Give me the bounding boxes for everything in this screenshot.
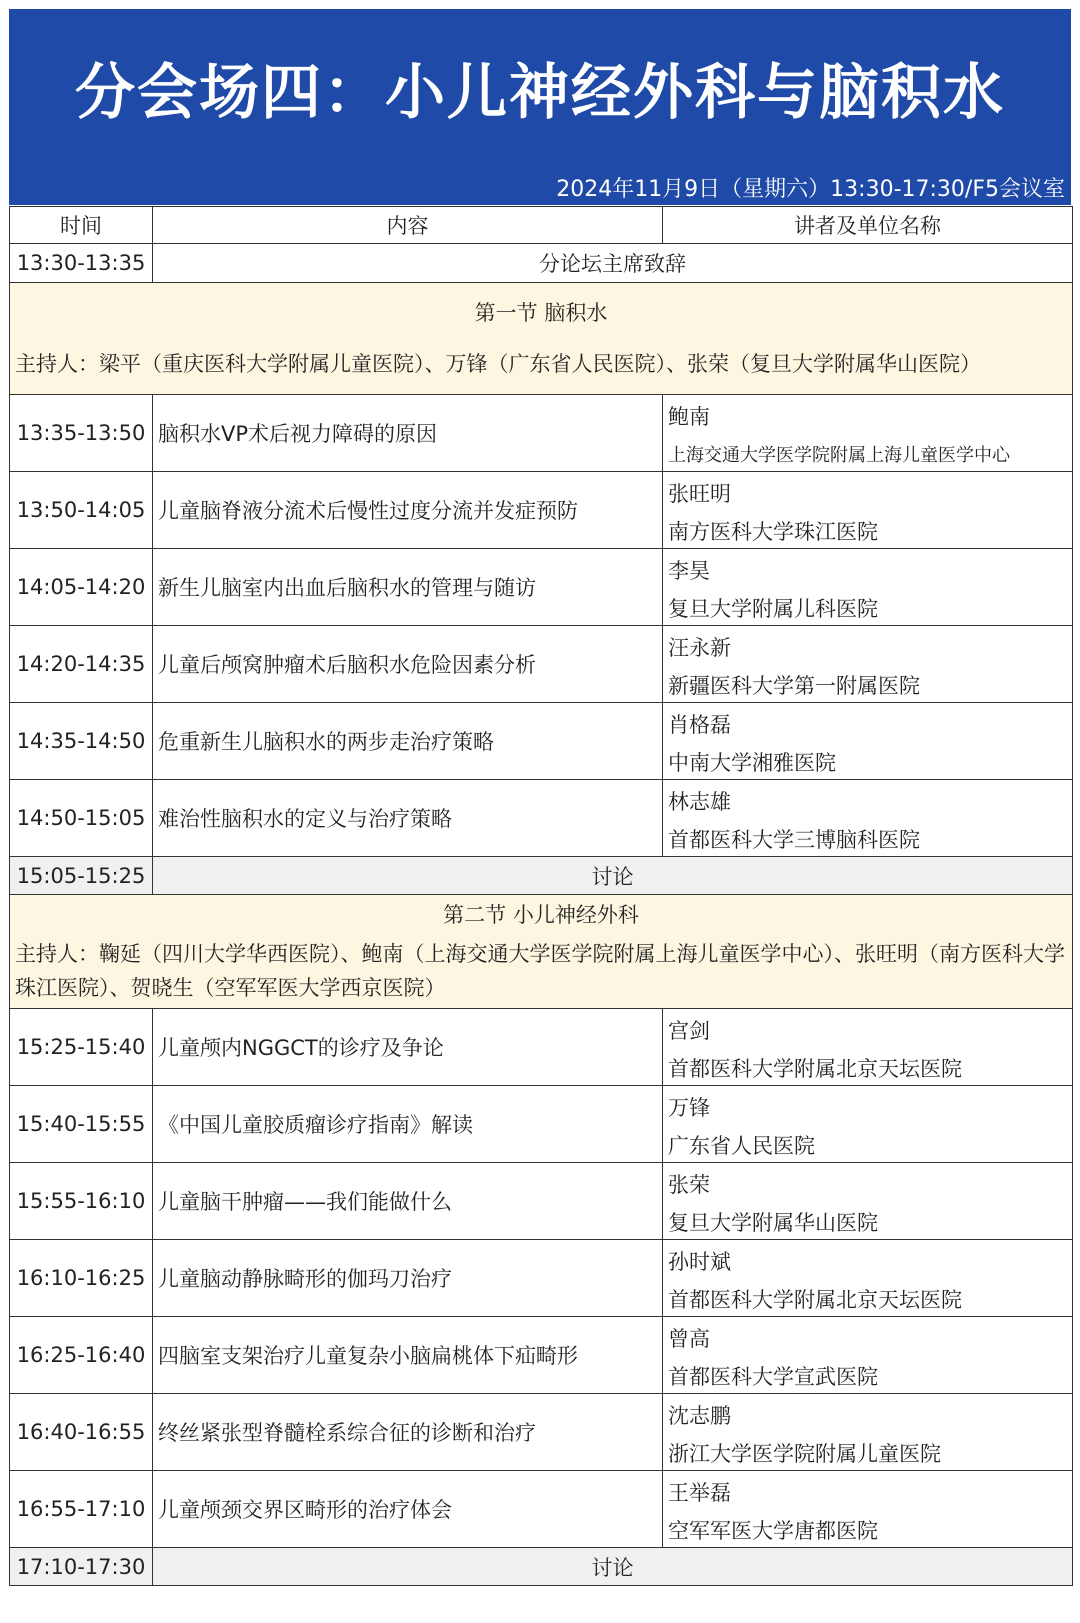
event-date-location: 2024年11月9日（星期六）13:30-17:30/F5会议室 (556, 177, 1065, 202)
talk-time: 15:55-16:10 (10, 1163, 153, 1240)
speaker-institution: 首都医科大学附属北京天坛医院 (668, 1288, 962, 1312)
speaker-cell (663, 549, 1072, 625)
speaker-institution: 广东省人民医院 (668, 1134, 815, 1158)
table-row (10, 1163, 1073, 1240)
section-1-header (10, 283, 1073, 395)
talk-topic: 儿童颅颈交界区畸形的治疗体会 (153, 1471, 663, 1548)
table-row (10, 1394, 1073, 1471)
opening-content: 分论坛主席致辞 (153, 244, 1073, 283)
talk-time: 13:50-14:05 (10, 472, 153, 549)
speaker-name: 李昊 (668, 559, 710, 583)
speaker-institution: 上海交通大学医学院附属上海儿童医学中心 (668, 445, 1010, 466)
speaker-name: 曾高 (668, 1327, 710, 1351)
column-header-content: 内容 (153, 207, 663, 244)
table-row (10, 626, 1073, 703)
speaker-institution: 空军军医大学唐都医院 (668, 1519, 878, 1543)
talk-topic: 脑积水VP术后视力障碍的原因 (153, 395, 663, 472)
speaker-institution: 新疆医科大学第一附属医院 (668, 674, 920, 698)
talk-time: 16:25-16:40 (10, 1317, 153, 1394)
discussion-label: 讨论 (153, 1548, 1073, 1586)
speaker-institution: 南方医科大学珠江医院 (668, 520, 878, 544)
speaker-cell (663, 1163, 1072, 1239)
speaker-name: 王举磊 (668, 1481, 731, 1505)
section-1-title: 第一节 脑积水 (474, 300, 608, 325)
speaker-cell (663, 395, 1072, 471)
speaker-institution: 首都医科大学宣武医院 (668, 1365, 878, 1389)
talk-time: 16:55-17:10 (10, 1471, 153, 1548)
speaker-cell (663, 1394, 1072, 1470)
speaker-cell (663, 472, 1072, 548)
section-2-header (10, 895, 1073, 1009)
table-row (10, 472, 1073, 549)
talk-time: 13:35-13:50 (10, 395, 153, 472)
talk-time: 14:50-15:05 (10, 780, 153, 857)
speaker-cell (663, 1009, 1072, 1085)
speaker-cell (663, 626, 1072, 702)
talk-topic: 终丝紧张型脊髓栓系综合征的诊断和治疗 (153, 1394, 663, 1471)
talk-topic: 四脑室支架治疗儿童复杂小脑扁桃体下疝畸形 (153, 1317, 663, 1394)
speaker-name: 鲍南 (668, 405, 710, 429)
talk-time: 14:35-14:50 (10, 703, 153, 780)
speaker-name: 肖格磊 (668, 713, 731, 737)
talk-topic: 难治性脑积水的定义与治疗策略 (153, 780, 663, 857)
speaker-name: 沈志鹏 (668, 1404, 731, 1428)
table-row (10, 1086, 1073, 1163)
speaker-cell (663, 703, 1072, 779)
speaker-cell (663, 1317, 1072, 1393)
speaker-institution: 中南大学湘雅医院 (668, 751, 836, 775)
speaker-institution: 浙江大学医学院附属儿童医院 (668, 1442, 941, 1466)
talk-topic: 儿童脑脊液分流术后慢性过度分流并发症预防 (153, 472, 663, 549)
table-row (10, 1240, 1073, 1317)
section-1-host: 主持人：梁平（重庆医科大学附属儿童医院）、万锋（广东省人民医院）、张荣（复旦大学附属华山医院） (15, 351, 981, 376)
talk-time: 14:20-14:35 (10, 626, 153, 703)
table-row (10, 395, 1073, 472)
talk-topic: 儿童颅内NGGCT的诊疗及争论 (153, 1009, 663, 1086)
speaker-name: 万锋 (668, 1096, 710, 1120)
section-2-discussion-row (10, 1548, 1073, 1586)
speaker-cell (663, 1086, 1072, 1162)
speaker-institution: 复旦大学附属儿科医院 (668, 597, 878, 621)
speaker-cell (663, 780, 1072, 856)
schedule-table (9, 206, 1073, 1586)
section-2-title: 第二节 小儿神经外科 (443, 902, 639, 927)
talk-time: 14:05-14:20 (10, 549, 153, 626)
table-row (10, 703, 1073, 780)
table-row (10, 549, 1073, 626)
section-2-host: 主持人：鞠延（四川大学华西医院）、鲍南（上海交通大学医学院附属上海儿童医学中心）、张旺明（南方医科大学珠江医院）、贺晓生（空军军医大学西京医院） (15, 941, 1065, 1000)
column-header-time: 时间 (10, 207, 153, 244)
talk-time: 16:10-16:25 (10, 1240, 153, 1317)
discussion-label: 讨论 (153, 857, 1073, 895)
speaker-institution: 复旦大学附属华山医院 (668, 1211, 878, 1235)
talk-topic: 《中国儿童胶质瘤诊疗指南》解读 (153, 1086, 663, 1163)
page-title: 分会场四：小儿神经外科与脑积水 (75, 58, 1005, 128)
talk-topic: 儿童脑干肿瘤——我们能做什么 (153, 1163, 663, 1240)
speaker-name: 宫剑 (668, 1019, 710, 1043)
talk-topic: 新生儿脑室内出血后脑积水的管理与随访 (153, 549, 663, 626)
table-row (10, 1317, 1073, 1394)
talk-time: 15:40-15:55 (10, 1086, 153, 1163)
opening-time: 13:30-13:35 (10, 244, 153, 283)
speaker-cell (663, 1471, 1072, 1547)
table-row (10, 1009, 1073, 1086)
talk-topic: 儿童脑动静脉畸形的伽玛刀治疗 (153, 1240, 663, 1317)
speaker-name: 张荣 (668, 1173, 710, 1197)
discussion-time: 17:10-17:30 (10, 1548, 153, 1586)
speaker-name: 张旺明 (668, 482, 731, 506)
speaker-institution: 首都医科大学三博脑科医院 (668, 828, 920, 852)
talk-time: 16:40-16:55 (10, 1394, 153, 1471)
table-header-row (10, 207, 1073, 244)
speaker-name: 汪永新 (668, 636, 731, 660)
page-header (9, 9, 1071, 205)
column-header-speaker: 讲者及单位名称 (663, 207, 1073, 244)
talk-time: 15:25-15:40 (10, 1009, 153, 1086)
speaker-cell (663, 1240, 1072, 1316)
speaker-name: 林志雄 (668, 790, 731, 814)
table-row (10, 780, 1073, 857)
speaker-institution: 首都医科大学附属北京天坛医院 (668, 1057, 962, 1081)
opening-row (10, 244, 1073, 283)
section-1-discussion-row (10, 857, 1073, 895)
table-row (10, 1471, 1073, 1548)
talk-topic: 危重新生儿脑积水的两步走治疗策略 (153, 703, 663, 780)
talk-topic: 儿童后颅窝肿瘤术后脑积水危险因素分析 (153, 626, 663, 703)
discussion-time: 15:05-15:25 (10, 857, 153, 895)
speaker-name: 孙时斌 (668, 1250, 731, 1274)
